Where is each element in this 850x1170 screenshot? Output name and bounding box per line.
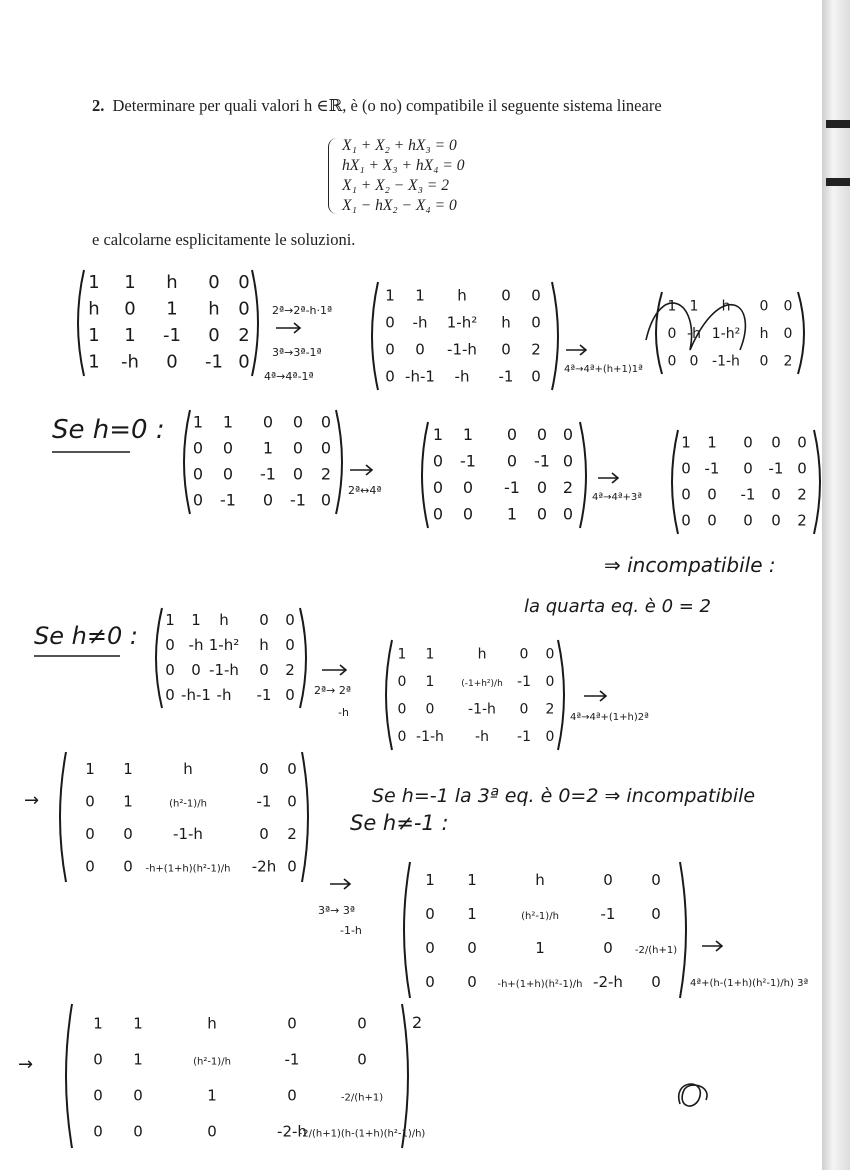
m2-cell: h: [457, 286, 467, 305]
m4-left-bracket: [184, 410, 190, 514]
op-div-b: -1-h: [340, 924, 362, 937]
m4-cell: 0: [192, 464, 204, 484]
m2-cell: 1: [385, 286, 395, 305]
m1-cell: h: [88, 298, 100, 320]
m6-cell: 2: [797, 485, 807, 504]
m1-cell: 0: [238, 272, 250, 294]
m8-cell: h: [477, 646, 487, 663]
m6-left-bracket: [672, 430, 678, 534]
m8-cell: 1: [397, 646, 407, 663]
m2-cell: -h: [454, 367, 470, 386]
m6-cell: 0: [743, 511, 753, 530]
m10-cell: 0: [651, 973, 661, 992]
m9-cell: 1: [123, 760, 133, 779]
m9-cell: h: [183, 760, 193, 779]
m11-right-bracket: [402, 1004, 408, 1148]
m3-cell: 0: [759, 298, 769, 315]
edge-mark-2: [826, 178, 850, 186]
m11-cell: 0: [207, 1122, 217, 1141]
m4-cell: 0: [222, 464, 234, 484]
m1-cell: h: [166, 272, 178, 294]
m2-cell: -h: [412, 313, 428, 332]
m6-cell: 0: [743, 433, 753, 452]
m8-cell: 0: [545, 729, 555, 746]
m2-cell: 0: [531, 313, 541, 332]
matrix-step-2: [372, 282, 558, 390]
m7-cell: h: [259, 636, 269, 654]
m10-left-bracket: [404, 862, 410, 998]
m2-left-bracket: [372, 282, 378, 390]
m10-cell: 0: [425, 973, 435, 992]
matrix-h0-a: [184, 410, 342, 514]
m5-cell: 0: [562, 451, 574, 471]
m10-cell: 1: [467, 905, 477, 924]
m6-cell: 0: [797, 433, 807, 452]
equation-2: hX₁ + X₃ + hX₄ = 0: [342, 157, 465, 174]
m4-cell: 0: [192, 490, 204, 510]
m6-cell: 0: [681, 485, 691, 504]
arrow-5: [322, 665, 346, 675]
m2-cell: -h-1: [405, 367, 435, 386]
m3-cell: 0: [783, 298, 793, 315]
m6-cell: 0: [707, 485, 717, 504]
arrow-7: →: [24, 790, 40, 811]
m8-cell: 0: [545, 674, 555, 691]
m9-cell: 0: [259, 825, 269, 844]
m3-cell: -1-h: [712, 353, 740, 370]
m10-cell: h: [535, 871, 545, 890]
m10-right-bracket: [680, 862, 686, 998]
m2-cell: 0: [385, 367, 395, 386]
m3-cell: -h: [687, 325, 701, 342]
m9-cell: 1: [123, 792, 133, 811]
m5-cell: 0: [536, 504, 548, 524]
m7-cell: 0: [285, 611, 295, 629]
m5-cell: 1: [462, 425, 474, 445]
m5-cell: -1: [534, 451, 550, 471]
m9-cell: -h+(1+h)(h²-1)/h: [145, 863, 231, 875]
m10-cell: 0: [467, 973, 477, 992]
m7-cell: 1: [165, 611, 175, 629]
m5-cell: -1: [460, 451, 476, 471]
m2-cell: h: [501, 313, 511, 332]
m7-cell: 0: [259, 611, 269, 629]
m5-cell: 2: [562, 478, 574, 498]
m5-cell: 0: [432, 504, 444, 524]
m2-cell: 0: [415, 340, 425, 359]
m11-cell: -1: [284, 1050, 300, 1069]
m7-cell: -1: [256, 686, 272, 704]
m10-cell: 0: [425, 939, 435, 958]
m4-cell: 0: [320, 412, 332, 432]
op-h0-swap: 2ª↔4ª: [348, 484, 382, 497]
m9-cell: 0: [123, 857, 133, 876]
m1-left-bracket: [78, 270, 84, 376]
m2-cell: 0: [501, 340, 511, 359]
matrix-hn0-a: [156, 608, 306, 708]
m9-cell: 0: [287, 857, 297, 876]
m7-cell: 0: [165, 686, 175, 704]
m4-cell: 0: [292, 438, 304, 458]
op-div-a: 3ª→ 3ª: [318, 904, 356, 917]
m9-right-bracket: [302, 752, 308, 882]
m1-cell: 2: [238, 325, 250, 347]
op-row-2: 3ª→3ª-1ª: [272, 346, 322, 359]
arrow-1: [276, 323, 300, 333]
arrow-3: [350, 465, 372, 475]
m3-cell: 1-h²: [711, 325, 741, 342]
m11-cell: (h²-1)/h: [193, 1056, 231, 1068]
m3-cell: 0: [759, 353, 769, 370]
m11-cell: 0: [93, 1050, 103, 1069]
m10-cell: -2/(h+1): [634, 945, 678, 957]
matrix-hnm1-a: [404, 862, 686, 998]
m11-cell: 0: [93, 1086, 103, 1105]
op-hn0-add: 4ª→4ª+(1+h)2ª: [570, 712, 649, 723]
m3-cell: 2: [783, 353, 793, 370]
m3-cell: h: [759, 325, 769, 342]
m8-right-bracket: [558, 640, 564, 750]
m3-cell: h: [721, 298, 731, 315]
m7-cell: 1-h²: [208, 636, 240, 654]
m8-cell: -1: [517, 674, 531, 691]
m11-cell: 0: [133, 1086, 143, 1105]
m7-cell: -h: [216, 686, 232, 704]
m11-cell: -2/(h+1)(h-(1+h)(h²-1)/h): [298, 1128, 426, 1140]
m1-cell: 1: [124, 272, 136, 294]
m9-cell: 0: [85, 825, 95, 844]
m4-cell: 1: [262, 438, 274, 458]
m3-cell: 1: [667, 298, 677, 315]
m10-cell: 0: [425, 905, 435, 924]
m11-cell: h: [207, 1014, 217, 1033]
m9-cell: (h²-1)/h: [169, 798, 207, 810]
op-hn0-div-a: 2ª→ 2ª: [314, 684, 352, 697]
m1-cell: 0: [208, 325, 220, 347]
m6-cell: 1: [707, 433, 717, 452]
m2-cell: 0: [501, 286, 511, 305]
matrix-hn0-b: [386, 640, 564, 750]
matrix-h0-c: [672, 430, 820, 534]
m9-cell: 0: [287, 792, 297, 811]
m7-cell: 0: [259, 661, 269, 679]
m8-cell: 0: [545, 646, 555, 663]
m9-left-bracket: [60, 752, 66, 882]
m1-cell: 1: [88, 351, 100, 373]
matrix-h0-b: [422, 422, 586, 528]
m6-cell: 2: [797, 511, 807, 530]
m6-cell: 0: [771, 511, 781, 530]
equation-1: X₁ + X₂ + hX₃ = 0: [342, 137, 457, 154]
m10-cell: 0: [603, 871, 613, 890]
m3-cell: 0: [667, 325, 677, 342]
m5-cell: 0: [462, 504, 474, 524]
m1-cell: 0: [124, 298, 136, 320]
m1-cell: 0: [208, 272, 220, 294]
m11-cell: -2-h: [277, 1122, 307, 1141]
arrow-10: →: [18, 1054, 34, 1075]
m8-cell: 0: [397, 701, 407, 718]
equation-4: X₁ − hX₂ − X₄ = 0: [342, 197, 457, 214]
m6-cell: 0: [771, 433, 781, 452]
op-step-2: 4ª→4ª+(h+1)1ª: [564, 364, 643, 375]
m9-cell: -1: [256, 792, 272, 811]
m9-cell: 2: [287, 825, 297, 844]
m3-cell: 0: [667, 353, 677, 370]
m7-cell: 0: [191, 661, 201, 679]
case-h-nonzero: Se h≠0 :: [34, 622, 138, 650]
m10-cell: 1: [535, 939, 545, 958]
m9-cell: -1-h: [173, 825, 203, 844]
m8-cell: -1-h: [416, 729, 444, 746]
problem-number: 2.: [92, 96, 105, 115]
matrix-final: [66, 1004, 425, 1148]
m8-left-bracket: [386, 640, 392, 750]
m5-cell: 0: [432, 478, 444, 498]
m4-cell: -1: [260, 464, 276, 484]
m4-cell: 0: [320, 438, 332, 458]
m5-cell: 1: [432, 425, 444, 445]
m4-cell: -1: [290, 490, 306, 510]
m1-cell: -1: [205, 351, 223, 373]
m11-cell: 0: [357, 1050, 367, 1069]
m9-cell: 1: [85, 760, 95, 779]
m7-cell: 0: [165, 661, 175, 679]
m2-cell: 2: [531, 340, 541, 359]
m10-cell: 0: [467, 939, 477, 958]
case-h-zero: Se h=0 :: [52, 415, 165, 445]
signature-scribble: [679, 1084, 707, 1106]
problem-tail: e calcolarne esplicitamente le soluzioni.: [92, 230, 356, 249]
m2-cell: 0: [385, 313, 395, 332]
m8-cell: 1: [425, 646, 435, 663]
m3-left-bracket: [656, 292, 662, 374]
m6-cell: 0: [681, 511, 691, 530]
m4-cell: 2: [320, 464, 332, 484]
matrix-initial: [78, 270, 258, 376]
matrix-hn0-c: [60, 752, 308, 882]
m10-cell: 1: [467, 871, 477, 890]
m6-cell: 0: [743, 459, 753, 478]
m11-cell: 0: [287, 1086, 297, 1105]
m6-right-bracket: [814, 430, 820, 534]
m8-cell: 0: [519, 701, 529, 718]
m11-cell: 1: [93, 1014, 103, 1033]
m2-right-bracket: [552, 282, 558, 390]
arrow-2: [566, 345, 586, 355]
m4-cell: 1: [192, 412, 204, 432]
equation-3: X₁ + X₂ − X₃ = 2: [342, 177, 449, 194]
m10-cell: -h+(1+h)(h²-1)/h: [497, 979, 583, 991]
m4-cell: 0: [262, 490, 274, 510]
m11-cell: 0: [287, 1014, 297, 1033]
m1-cell: 1: [88, 272, 100, 294]
m5-left-bracket: [422, 422, 428, 528]
m2-cell: -1: [498, 367, 514, 386]
m5-cell: 0: [536, 425, 548, 445]
m11-cell: 1: [207, 1086, 217, 1105]
m4-cell: 1: [222, 412, 234, 432]
m9-cell: 0: [123, 825, 133, 844]
m2-cell: -1-h: [447, 340, 477, 359]
last-equation-note: la quarta eq. è 0 = 2: [524, 596, 711, 617]
m10-cell: -1: [600, 905, 616, 924]
m5-cell: 0: [462, 478, 474, 498]
m11-cell: -2/(h+1): [340, 1092, 384, 1104]
m6-cell: -1: [740, 485, 756, 504]
m8-cell: -1: [517, 729, 531, 746]
m4-cell: 0: [292, 464, 304, 484]
m5-cell: 0: [562, 504, 574, 524]
m11-cell: 1: [133, 1014, 143, 1033]
arrow-9: [702, 941, 722, 951]
arrow-4: [598, 473, 618, 483]
m3-cell: 0: [689, 353, 699, 370]
op-h0-add: 4ª→4ª+3ª: [592, 492, 642, 503]
m5-cell: 0: [536, 478, 548, 498]
m3-cell: 0: [783, 325, 793, 342]
op-final: 4ª+(h-(1+h)(h²-1)/h) 3ª: [690, 978, 809, 989]
m3-cell: 1: [689, 298, 699, 315]
case-h-minus-one: Se h=-1 la 3ª eq. è 0=2 ⇒ incompatibile: [372, 785, 756, 807]
m4-cell: 0: [292, 412, 304, 432]
m8-cell: -1-h: [468, 701, 496, 718]
m5-cell: 1: [506, 504, 518, 524]
m1-cell: -1: [163, 325, 181, 347]
m11-cell: 1: [133, 1050, 143, 1069]
m8-cell: 0: [425, 701, 435, 718]
m4-cell: -1: [220, 490, 236, 510]
m1-cell: 0: [166, 351, 178, 373]
m7-cell: -h-1: [181, 686, 211, 704]
m10-cell: (h²-1)/h: [521, 911, 559, 923]
m2-cell: 1: [415, 286, 425, 305]
m1-right-bracket: [252, 270, 258, 376]
m10-cell: 0: [651, 871, 661, 890]
m2-cell: 1-h²: [446, 313, 478, 332]
arrow-8: [330, 879, 350, 889]
m4-right-bracket: [336, 410, 342, 514]
m1-cell: 1: [88, 325, 100, 347]
m8-cell: 0: [397, 729, 407, 746]
op-row-1: 2ª→2ª-h·1ª: [272, 304, 333, 317]
m1-cell: 0: [238, 298, 250, 320]
m1-cell: 0: [238, 351, 250, 373]
m11-left-bracket: [66, 1004, 72, 1148]
m11-cell: 0: [357, 1014, 367, 1033]
m7-right-bracket: [300, 608, 306, 708]
m7-cell: 2: [285, 661, 295, 679]
m10-cell: 0: [603, 939, 613, 958]
m1-cell: 1: [166, 298, 178, 320]
incompatible-h0: ⇒ incompatibile :: [604, 553, 776, 577]
m2-cell: 0: [385, 340, 395, 359]
m8-cell: 0: [397, 674, 407, 691]
m2-cell: 0: [531, 286, 541, 305]
m5-cell: -1: [504, 478, 520, 498]
m7-cell: -1-h: [209, 661, 239, 679]
m9-cell: 0: [85, 792, 95, 811]
m4-cell: 0: [222, 438, 234, 458]
exponent-2: 2: [412, 1013, 423, 1032]
m8-cell: -h: [475, 729, 489, 746]
m10-cell: 1: [425, 871, 435, 890]
op-row-3: 4ª→4ª-1ª: [264, 370, 314, 383]
m4-cell: 0: [192, 438, 204, 458]
edge-mark-1: [826, 120, 850, 128]
arrow-6: [584, 691, 606, 701]
m9-cell: 0: [85, 857, 95, 876]
m1-cell: -h: [121, 351, 139, 373]
m9-cell: -2h: [251, 857, 277, 876]
m7-cell: 0: [285, 636, 295, 654]
m4-cell: 0: [320, 490, 332, 510]
m7-cell: 1: [191, 611, 201, 629]
m3-right-bracket: [798, 292, 804, 374]
m7-cell: 0: [165, 636, 175, 654]
m7-left-bracket: [156, 608, 162, 708]
m2-cell: 0: [531, 367, 541, 386]
m11-cell: 0: [133, 1122, 143, 1141]
m10-cell: -2-h: [593, 973, 623, 992]
m11-cell: 0: [93, 1122, 103, 1141]
m7-cell: 0: [285, 686, 295, 704]
case-h-not-minus-one: Se h≠-1 :: [350, 811, 449, 835]
m8-cell: 0: [519, 646, 529, 663]
m9-cell: 0: [287, 760, 297, 779]
problem-text: Determinare per quali valori h ∈ℝ, è (o no) compatibile il seguente sistema lineare: [112, 96, 662, 115]
m10-cell: 0: [651, 905, 661, 924]
m7-cell: -h: [188, 636, 204, 654]
m6-cell: -1: [768, 459, 784, 478]
m5-right-bracket: [580, 422, 586, 528]
m6-cell: 0: [681, 459, 691, 478]
m6-cell: -1: [704, 459, 720, 478]
m8-cell: 1: [425, 674, 435, 691]
m8-cell: (-1+h²)/h: [461, 679, 503, 690]
m6-cell: 0: [707, 511, 717, 530]
m5-cell: 0: [506, 425, 518, 445]
m8-cell: 2: [545, 701, 555, 718]
m5-cell: 0: [506, 451, 518, 471]
m6-cell: 0: [797, 459, 807, 478]
scan-edge: [822, 0, 850, 1170]
m7-cell: h: [219, 611, 229, 629]
m4-cell: 0: [262, 412, 274, 432]
m5-cell: 0: [432, 451, 444, 471]
op-hn0-div-b: -h: [338, 706, 349, 719]
m9-cell: 0: [259, 760, 269, 779]
m1-cell: 1: [124, 325, 136, 347]
m6-cell: 0: [771, 485, 781, 504]
m6-cell: 1: [681, 433, 691, 452]
m5-cell: 0: [562, 425, 574, 445]
m1-cell: h: [208, 298, 220, 320]
